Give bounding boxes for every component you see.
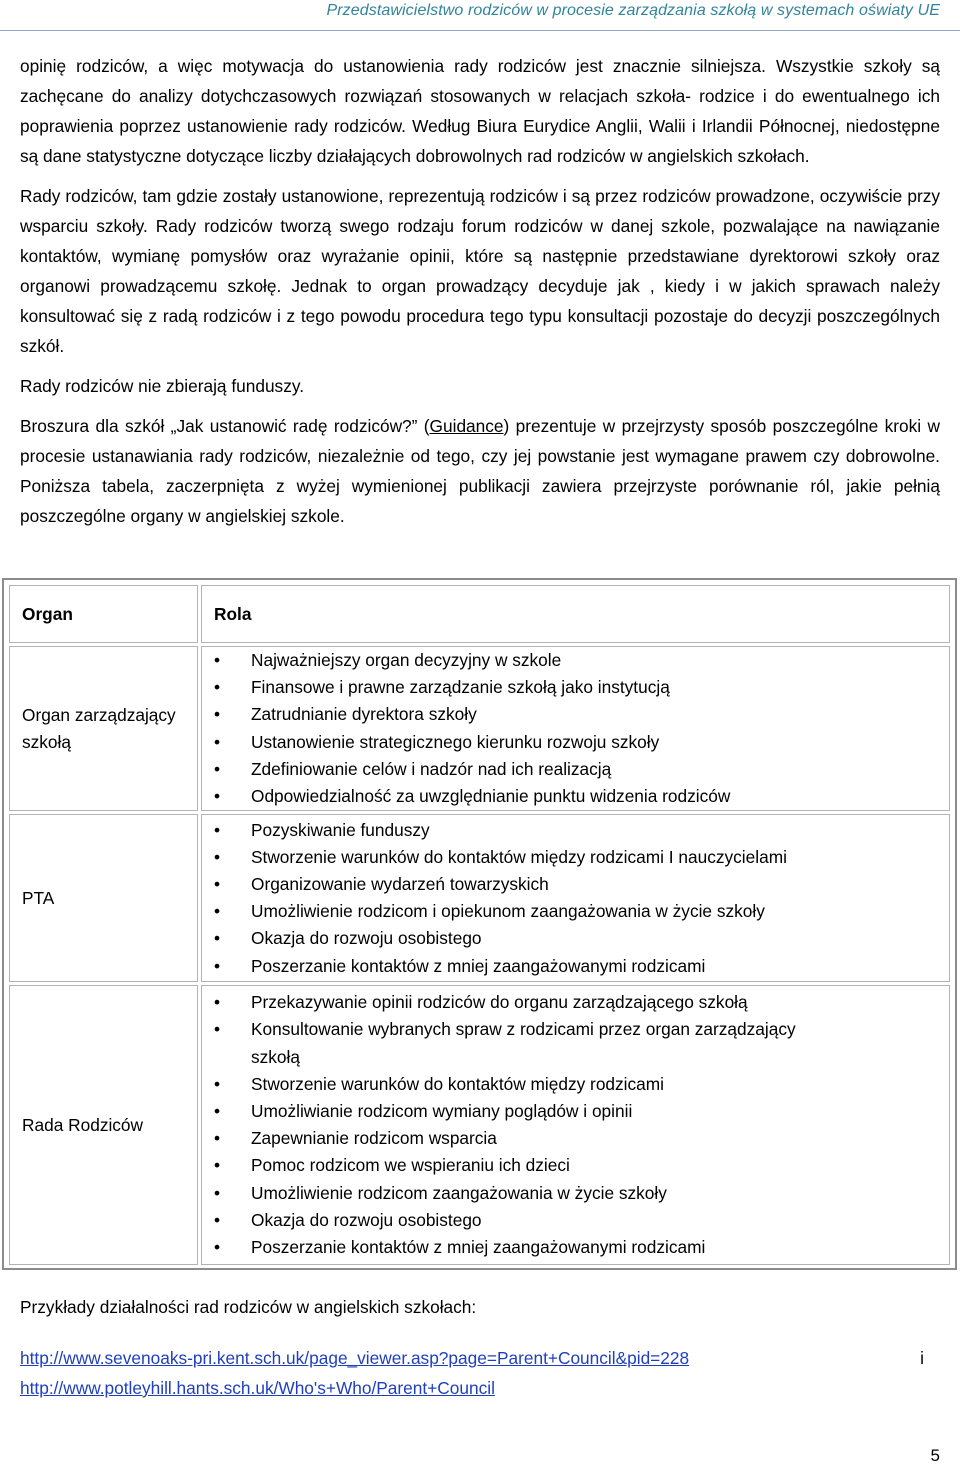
organ-cell: Rada Rodziców bbox=[9, 985, 198, 1265]
list-item: • Finansowe i prawne zarządzanie szkołą jako instytucją bbox=[214, 674, 937, 701]
list-item: • Okazja do rozwoju osobistego bbox=[214, 1207, 937, 1234]
list-item: • Ustanowienie strategicznego kierunku rozwoju szkoły bbox=[214, 729, 937, 756]
list-item: • Umożliwienie rodzicom zaangażowania w życie szkoły bbox=[214, 1180, 937, 1207]
list-item: • Poszerzanie kontaktów z mniej zaangażowanymi rodzicami bbox=[214, 1234, 937, 1261]
header-role: Rola bbox=[201, 585, 950, 643]
roles-table-frame bbox=[2, 578, 957, 1270]
paragraph-4 bbox=[20, 411, 940, 531]
table-row bbox=[9, 646, 950, 811]
list-item: • Zatrudnianie dyrektora szkoły bbox=[214, 701, 937, 728]
organ-cell: PTA bbox=[9, 814, 198, 982]
examples-heading: Przykłady działalności rad rodziców w angielskich szkołach: bbox=[20, 1297, 477, 1317]
roles-table bbox=[6, 582, 953, 1268]
role-cell bbox=[201, 985, 950, 1265]
paragraph-1: opinię rodziców, a więc motywacja do ustanowienia rady rodziców jest znacznie silniejsza. Wszystkie szkoły są zachęcane do analizy dotychczasowych rozwiązań stosowanych w relacjach szkoła- rodzice i do ewentualnego ich poprawienia poprzez ustanowienie rady rodziców. Według Biura Eurydice Anglii, Walii i Irlandii Północnej, niedostępne są dane statystyczne dotyczące liczby działających dobrowolnych rad rodziców w angielskich szkołach. bbox=[20, 56, 940, 166]
list-item: • Umożliwienie rodzicom i opiekunom zaangażowania w życie szkoły bbox=[214, 898, 937, 925]
role-list bbox=[214, 989, 937, 1261]
broszura-text-after: ) prezentuje w przejrzysty sposób poszczególne kroki w procesie ustanawiania rady rodziców, niezależnie od tego, czy jej powstanie jest wymagane prawem czy dobrowolne. Poniższa tabela, zaczerpnięta z wyżej wymienionej publikacji zawiera przejrzyste porównanie ról, jakie pełnią poszczególne organy w angielskiej szkole. bbox=[20, 416, 940, 526]
list-item: • Konsultowanie wybranych spraw z rodzicami przez organ zarządzający szkołą bbox=[214, 1016, 937, 1070]
header-organ: Organ bbox=[9, 585, 198, 643]
guidance-link[interactable]: Guidance bbox=[429, 416, 504, 436]
role-list bbox=[214, 817, 937, 980]
list-item: • Pozyskiwanie funduszy bbox=[214, 817, 937, 844]
list-item: • Przekazywanie opinii rodziców do organu zarządzającego szkołą bbox=[214, 989, 937, 1016]
link-row bbox=[20, 1373, 940, 1403]
broszura-text-before: Broszura dla szkół „Jak ustanowić radę rodziców?” ( bbox=[20, 416, 430, 436]
running-header: Przedstawicielstwo rodziców w procesie zarządzania szkołą w systemach oświaty UE bbox=[326, 2, 940, 19]
list-item: • Zapewnianie rodzicom wsparcia bbox=[214, 1125, 937, 1152]
sevenoaks-link[interactable]: http://www.sevenoaks-pri.kent.sch.uk/page_viewer.asp?page=Parent+Council&pid=228 bbox=[20, 1348, 690, 1368]
list-item: • Stworzenie warunków do kontaktów między rodzicami I nauczycielami bbox=[214, 844, 937, 871]
conjunction-text: i bbox=[920, 1348, 924, 1368]
table-header-row bbox=[9, 585, 950, 643]
body-text bbox=[20, 51, 940, 531]
list-item: • Poszerzanie kontaktów z mniej zaangażowanymi rodzicami bbox=[214, 953, 937, 980]
organ-cell: Organ zarządzający szkołą bbox=[9, 646, 198, 811]
list-item: • Zdefiniowanie celów i nadzór nad ich realizacją bbox=[214, 756, 937, 783]
list-item: • Umożliwianie rodzicom wymiany poglądów i opinii bbox=[214, 1098, 937, 1125]
role-cell bbox=[201, 646, 950, 811]
table-row bbox=[9, 814, 950, 982]
list-item: • Okazja do rozwoju osobistego bbox=[214, 925, 937, 952]
list-item: • Odpowiedzialność za uwzględnianie punktu widzenia rodziców bbox=[214, 783, 937, 810]
paragraph-3: Rady rodziców nie zbierają funduszy. bbox=[20, 376, 305, 396]
table-row bbox=[9, 985, 950, 1265]
paragraph-2: Rady rodziców, tam gdzie zostały ustanowione, reprezentują rodziców i są przez rodziców prowadzone, oczywiście przy wsparciu szkoły. Rady rodziców tworzą swego rodzaju forum rodziców w danej szkole, pozwalające na nawiązanie kontaktów, wymianę pomysłów oraz wyrażanie opinii, które są następnie przedstawiane dyrektorowi szkoły oraz organowi prowadzącemu szkołę. Jednak to organ prowadzący decyduje jak , kiedy i w jakich sprawach należy konsultować się z radą rodziców i z tego powodu procedura tego typu konsultacji pozostaje do decyzji poszczególnych szkół. bbox=[20, 186, 940, 356]
list-item: • Najważniejszy organ decyzyjny w szkole bbox=[214, 647, 937, 674]
page-number: 5 bbox=[930, 1446, 940, 1465]
header-divider bbox=[0, 30, 960, 31]
role-list bbox=[214, 647, 937, 810]
potleyhill-link[interactable]: http://www.potleyhill.hants.sch.uk/Who's+Who/Parent+Council bbox=[20, 1378, 495, 1398]
link-row bbox=[20, 1343, 940, 1373]
list-item: • Organizowanie wydarzeń towarzyskich bbox=[214, 871, 937, 898]
list-item: • Stworzenie warunków do kontaktów między rodzicami bbox=[214, 1071, 937, 1098]
list-item: • Pomoc rodzicom we wspieraniu ich dzieci bbox=[214, 1152, 937, 1179]
role-cell bbox=[201, 814, 950, 982]
links-block bbox=[20, 1343, 940, 1403]
